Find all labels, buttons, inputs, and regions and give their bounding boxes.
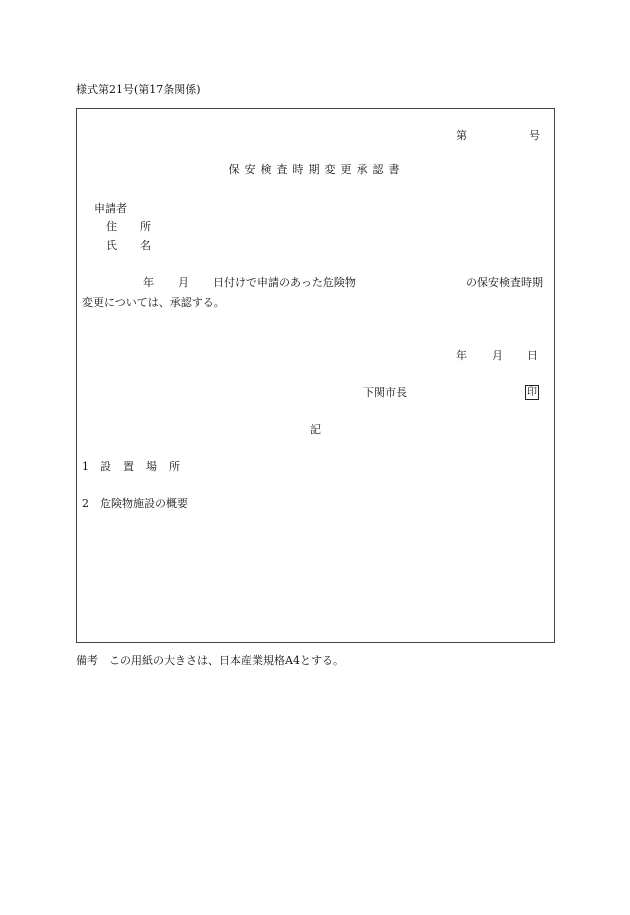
title-char: 査 <box>276 163 288 176</box>
form-number: 様式第21号(第17条関係) <box>76 83 201 96</box>
date-nen: 年 <box>456 349 467 362</box>
item-1-number: 1 <box>82 460 89 473</box>
title-char: 時 <box>292 163 304 176</box>
address-label-1: 住 <box>106 220 117 233</box>
item-2-number: 2 <box>82 497 89 510</box>
title-char: 期 <box>308 163 320 176</box>
body-nen: 年 <box>143 276 154 289</box>
header-dai: 第 <box>456 129 467 142</box>
body-line1-end: の保安検査時期 <box>466 276 543 289</box>
ki-heading: 記 <box>310 423 321 436</box>
name-label-1: 氏 <box>106 239 117 252</box>
title-char: 変 <box>324 163 336 176</box>
form-frame <box>76 108 555 643</box>
address-label-2: 所 <box>140 220 151 233</box>
title-char: 承 <box>356 163 368 176</box>
body-line2: 変更については、承認する。 <box>82 296 225 309</box>
document-title <box>226 164 402 175</box>
title-char: 保 <box>228 163 240 176</box>
body-line1-mid: 日付けで申請のあった危険物 <box>213 276 356 289</box>
applicant-heading: 申請者 <box>94 202 127 215</box>
name-label-2: 名 <box>140 239 151 252</box>
title-char: 書 <box>388 163 400 176</box>
item-1-label-part: 設 <box>100 460 111 473</box>
item-2-label: 危険物施設の概要 <box>100 497 188 510</box>
date-tsuki: 月 <box>492 349 503 362</box>
issuer-title: 下関市長 <box>363 386 407 399</box>
item-1-label-part: 場 <box>146 460 157 473</box>
title-char: 安 <box>244 163 256 176</box>
item-1-label-part: 所 <box>169 460 180 473</box>
header-go: 号 <box>529 129 540 142</box>
seal-mark: 印 <box>527 387 537 398</box>
title-char: 更 <box>340 163 352 176</box>
date-hi: 日 <box>527 349 538 362</box>
body-tsuki: 月 <box>178 276 189 289</box>
remark: 備考 この用紙の大きさは、日本産業規格A4とする。 <box>76 654 344 667</box>
issuer-seal <box>525 385 539 400</box>
title-char: 検 <box>260 163 272 176</box>
title-char: 認 <box>372 163 384 176</box>
item-1-label-part: 置 <box>123 460 134 473</box>
